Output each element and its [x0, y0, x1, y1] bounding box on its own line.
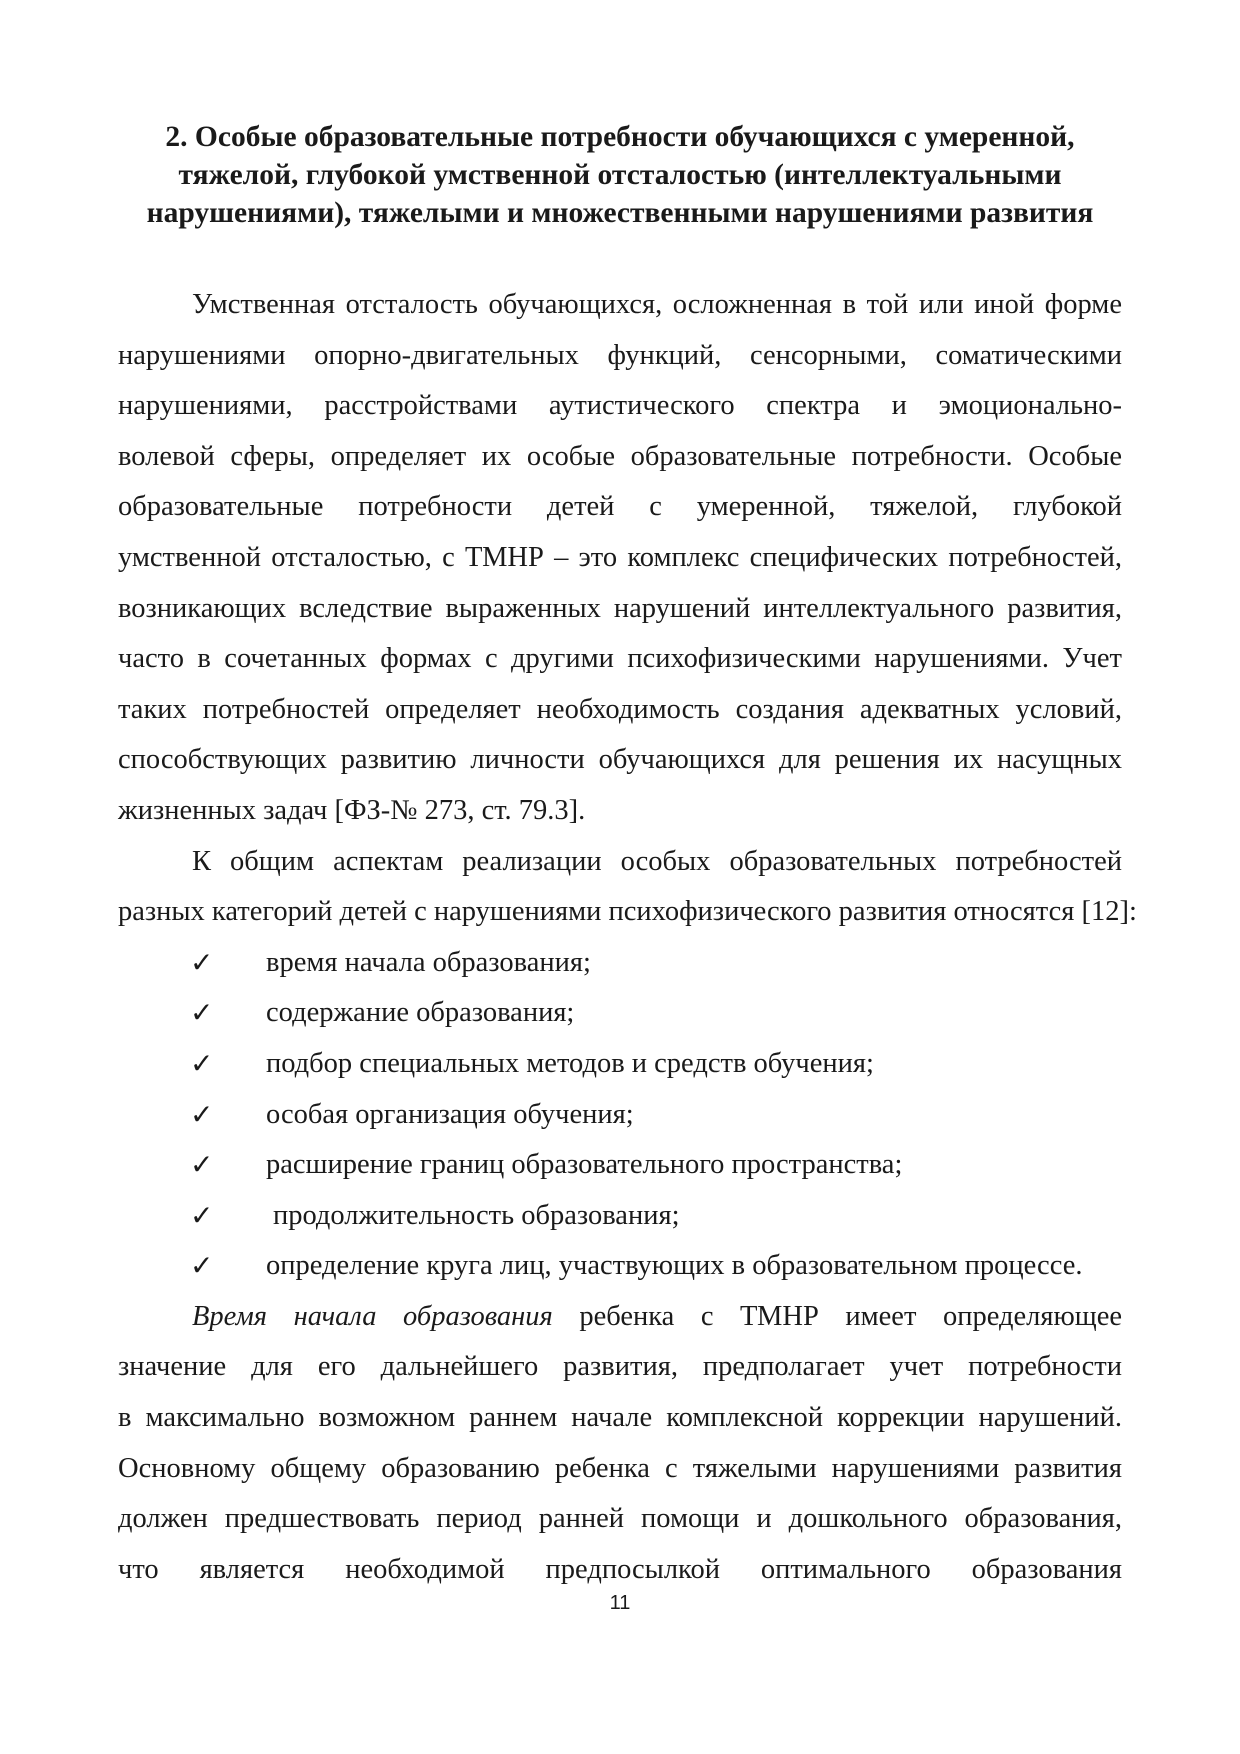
- text-line: возникающих вследствие выраженных нарушений интеллектуального развития,: [118, 592, 1122, 624]
- list-item-text: расширение границ образовательного пространства;: [266, 1149, 903, 1181]
- text-line: должен предшествовать период ранней помощи и дошкольного образования,: [118, 1503, 1122, 1535]
- text-line: Умственная отсталость обучающихся, осложненная в той или иной форме: [192, 289, 1122, 320]
- text-line: часто в сочетанных формах с другими психофизическими нарушениями. Учет: [118, 643, 1122, 675]
- text-line: образовательные потребности детей с умеренной, тяжелой, глубокой: [118, 491, 1122, 523]
- heading-line: нарушениями), тяжелыми и множественными нарушениями развития: [146, 197, 1094, 229]
- checkmark-icon: ✓: [190, 1046, 214, 1080]
- list-item: [118, 1039, 1122, 1090]
- text-line: Основному общему образованию ребенка с тяжелыми нарушениями развития: [118, 1452, 1122, 1484]
- checkmark-icon: ✓: [190, 1249, 214, 1283]
- text-line: способствующих развитию личности обучающихся для решения их насущных: [118, 744, 1122, 776]
- list-item-text: содержание образования;: [266, 997, 575, 1029]
- list-item-text: подбор специальных методов и средств обучения;: [266, 1047, 874, 1079]
- page-number: 11: [609, 1592, 631, 1614]
- text-run: ребенка с ТМНР имеет определяющее: [579, 1300, 1122, 1332]
- checkmark-icon: ✓: [190, 996, 214, 1030]
- section-heading: [118, 118, 1122, 232]
- text-line: в максимально возможном раннем начале комплексной коррекции нарушений.: [118, 1402, 1122, 1434]
- checkmark-icon: ✓: [190, 1198, 214, 1232]
- list-item: [118, 1140, 1122, 1191]
- list-item: [118, 1090, 1122, 1141]
- paragraph-2: [118, 837, 1137, 938]
- paragraph-1: [118, 280, 1122, 837]
- list-item-text: продолжительность образования;: [273, 1199, 680, 1231]
- heading-line: тяжелой, глубокой умственной отсталостью (интеллектуальными: [178, 159, 1062, 191]
- text-line: нарушениями, расстройствами аутистического спектра и эмоционально-: [118, 390, 1122, 422]
- list-item: [118, 988, 1122, 1039]
- text-line: умственной отсталостью, с ТМНР – это комплекс специфических потребностей,: [118, 541, 1122, 573]
- text-line: таких потребностей определяет необходимость создания адекватных условий,: [118, 693, 1122, 725]
- list-item-text: особая организация обучения;: [266, 1098, 634, 1130]
- checkmark-icon: ✓: [190, 1148, 214, 1182]
- text-line: [118, 1292, 1122, 1343]
- paragraph-3: [118, 1292, 1122, 1596]
- text-line: нарушениями опорно-двигательных функций, сенсорными, соматическими: [118, 339, 1122, 371]
- text-line: значение для его дальнейшего развития, предполагает учет потребности: [118, 1351, 1122, 1383]
- checkmark-icon: ✓: [190, 945, 214, 979]
- list-item: [118, 1241, 1122, 1292]
- heading-line: 2. Особые образовательные потребности обучающихся с умеренной,: [165, 121, 1075, 153]
- checkmark-icon: ✓: [190, 1097, 214, 1131]
- text-line: волевой сферы, определяет их особые образовательные потребности. Особые: [118, 440, 1122, 472]
- italic-term: Время начала образования: [192, 1300, 553, 1332]
- text-line: жизненных задач [ФЗ-№ 273, ст. 79.3].: [118, 794, 586, 826]
- list-item-text: определение круга лиц, участвующих в образовательном процессе.: [266, 1250, 1083, 1282]
- checklist: [118, 938, 1122, 1292]
- text-line: К общим аспектам реализации особых образовательных потребностей: [192, 845, 1122, 877]
- list-item: [118, 1191, 1122, 1242]
- text-line: разных категорий детей с нарушениями психофизического развития относятся [12]:: [118, 896, 1137, 928]
- text-line: что является необходимой предпосылкой оптимального образования: [118, 1553, 1122, 1585]
- body-text: [118, 280, 1137, 1595]
- list-item: [118, 938, 1122, 989]
- list-item-text: время начала образования;: [266, 946, 591, 978]
